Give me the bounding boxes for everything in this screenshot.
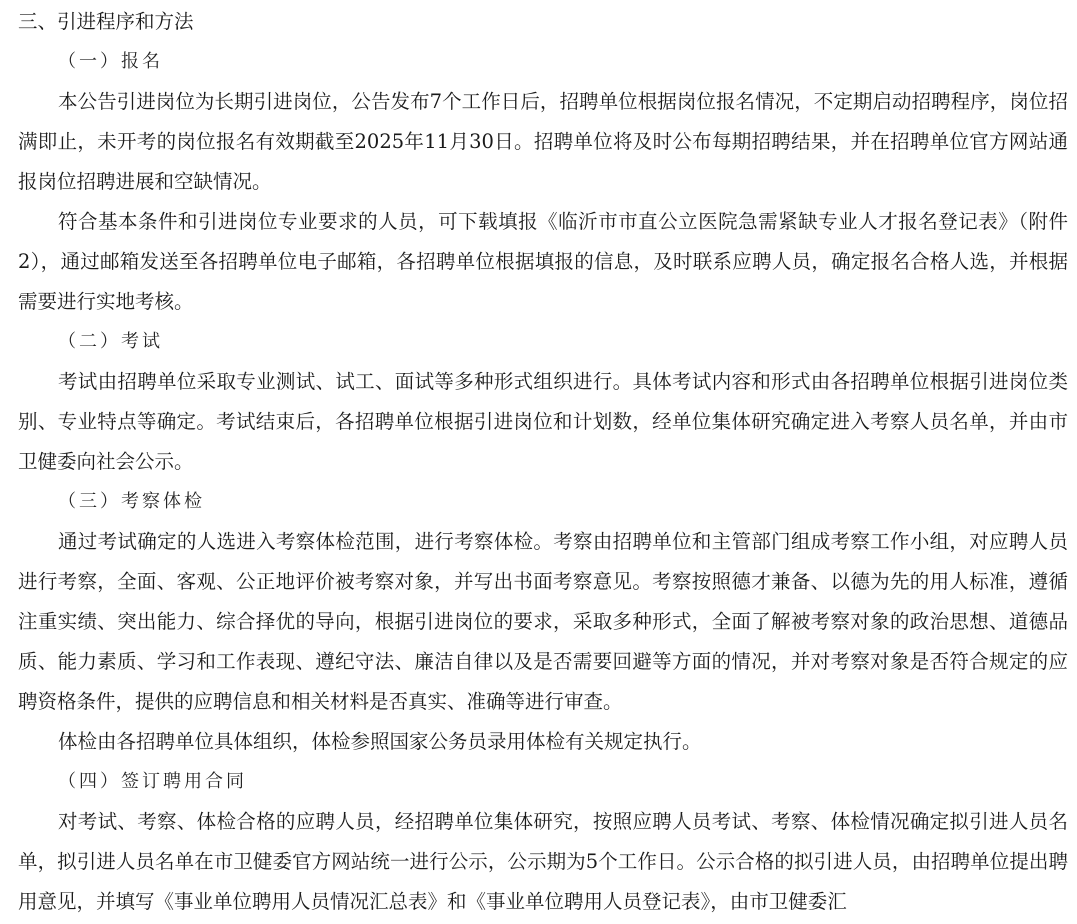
paragraph: 符合基本条件和引进岗位专业要求的人员，可下载填报《临沂市市直公立医院急需紧缺专业人才报名登记表》（附件2），通过邮箱发送至各招聘单位电子邮箱，各招聘单位根据填报的信息，及时联系应聘人员，确定报名合格人选，并根据需要进行实地考核。 — [18, 210, 1068, 313]
paragraph: 本公告引进岗位为长期引进岗位，公告发布7个工作日后，招聘单位根据岗位报名情况，不定期启动招聘程序，岗位招满即止，未开考的岗位报名有效期截至2025年11月30日。招聘单位将及时公布每期招聘结果，并在招聘单位官方网站通报岗位招聘进展和空缺情况。 — [18, 90, 1068, 193]
subsection-registration — [18, 42, 1068, 322]
paragraph: 对考试、考察、体检合格的应聘人员，经招聘单位集体研究，按照应聘人员考试、考察、体检情况确定拟引进人员名单，拟引进人员名单在市卫健委官方网站统一进行公示，公示期为5个工作日。公示合格的拟引进人员，由招聘单位提出聘用意见，并填写《事业单位聘用人员情况汇总表》和《事业单位聘用人员登记表》，由市卫健委汇 — [18, 810, 1068, 913]
subsection-inspection-medical — [18, 482, 1068, 762]
subsection-heading: （二）考试 — [58, 331, 163, 352]
section-title: 三、引进程序和方法 — [18, 10, 194, 33]
paragraph: 体检由各招聘单位具体组织，体检参照国家公务员录用体检有关规定执行。 — [58, 730, 702, 753]
subsection-exam — [18, 322, 1068, 482]
subsection-contract — [18, 762, 1068, 922]
subsection-heading: （四）签订聘用合同 — [58, 771, 247, 792]
document-body — [18, 0, 1068, 922]
subsection-heading: （一）报名 — [58, 51, 163, 72]
paragraph: 通过考试确定的人选进入考察体检范围，进行考察体检。考察由招聘单位和主管部门组成考察工作小组，对应聘人员进行考察，全面、客观、公正地评价被考察对象，并写出书面考察意见。考察按照德才兼备、以德为先的用人标准，遵循注重实绩、突出能力、综合择优的导向，根据引进岗位的要求，采取多种形式，全面了解被考察对象的政治思想、道德品质、能力素质、学习和工作表现、遵纪守法、廉洁自律以及是否需要回避等方面的情况，并对考察对象是否符合规定的应聘资格条件，提供的应聘信息和相关材料是否真实、准确等进行审查。 — [18, 530, 1068, 713]
paragraph: 考试由招聘单位采取专业测试、试工、面试等多种形式组织进行。具体考试内容和形式由各招聘单位根据引进岗位类别、专业特点等确定。考试结束后，各招聘单位根据引进岗位和计划数，经单位集体研究确定进入考察人员名单，并由市卫健委向社会公示。 — [18, 370, 1068, 473]
subsection-heading: （三）考察体检 — [58, 491, 205, 512]
